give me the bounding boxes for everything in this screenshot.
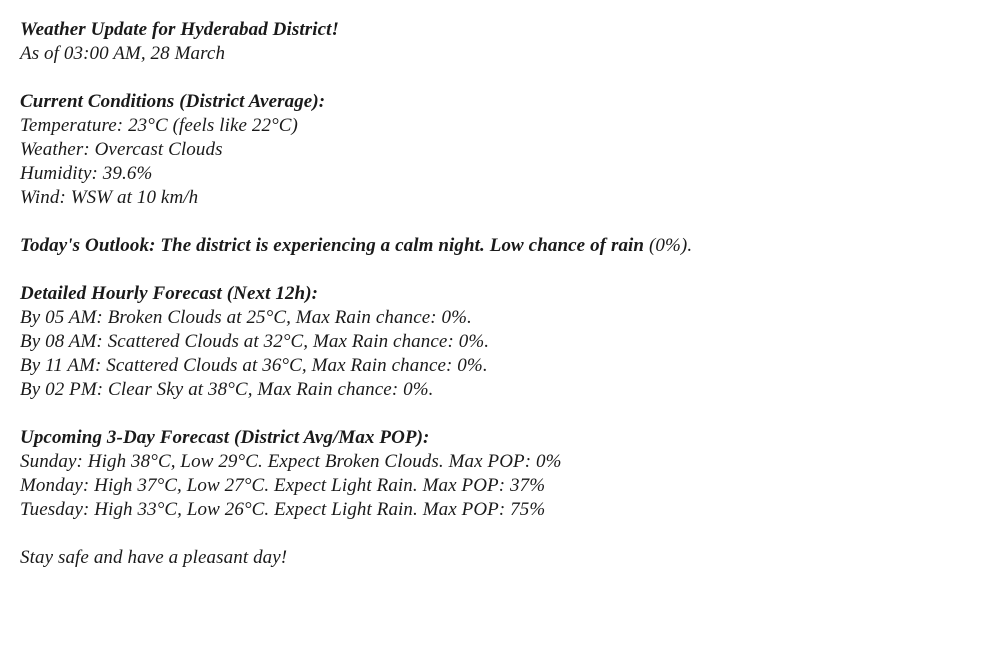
report-timestamp: As of 03:00 AM, 28 March	[20, 43, 226, 64]
current-conditions-heading: Current Conditions (District Average):	[20, 91, 326, 112]
daily-forecast-item: Tuesday: High 33°C, Low 26°C. Expect Light Rain. Max POP: 75%	[20, 499, 546, 520]
section-gap	[20, 66, 965, 90]
report-title: Weather Update for Hyderabad District!	[20, 19, 340, 40]
daily-forecast-item: Sunday: High 38°C, Low 29°C. Expect Broken Clouds. Max POP: 0%	[20, 451, 562, 472]
todays-outlook-rain-chance: (0%).	[644, 235, 693, 256]
three-day-forecast-heading: Upcoming 3-Day Forecast (District Avg/Max POP):	[20, 427, 430, 448]
todays-outlook-section	[20, 234, 965, 258]
daily-forecast-item: Monday: High 37°C, Low 27°C. Expect Light Rain. Max POP: 37%	[20, 475, 546, 496]
hourly-forecast-item: By 08 AM: Scattered Clouds at 32°C, Max Rain chance: 0%.	[20, 331, 490, 352]
current-conditions-section	[20, 90, 965, 210]
temperature-line: Temperature: 23°C (feels like 22°C)	[20, 115, 298, 136]
section-gap	[20, 402, 965, 426]
hourly-forecast-item: By 05 AM: Broken Clouds at 25°C, Max Rain chance: 0%.	[20, 307, 472, 328]
weather-condition-line: Weather: Overcast Clouds	[20, 139, 223, 160]
todays-outlook-emphasis: Today's Outlook: The district is experiencing a calm night. Low chance of rain	[20, 235, 645, 256]
todays-outlook-line	[20, 234, 965, 258]
section-gap	[20, 210, 965, 234]
closing-section	[20, 546, 965, 570]
closing-line: Stay safe and have a pleasant day!	[20, 547, 288, 568]
hourly-forecast-heading: Detailed Hourly Forecast (Next 12h):	[20, 283, 319, 304]
hourly-forecast-section	[20, 282, 965, 402]
hourly-forecast-item: By 11 AM: Scattered Clouds at 36°C, Max Rain chance: 0%.	[20, 355, 488, 376]
report-header	[20, 18, 965, 66]
section-gap	[20, 522, 965, 546]
section-gap	[20, 258, 965, 282]
hourly-forecast-item: By 02 PM: Clear Sky at 38°C, Max Rain chance: 0%.	[20, 379, 434, 400]
three-day-forecast-section	[20, 426, 965, 522]
wind-line: Wind: WSW at 10 km/h	[20, 187, 199, 208]
humidity-line: Humidity: 39.6%	[20, 163, 153, 184]
